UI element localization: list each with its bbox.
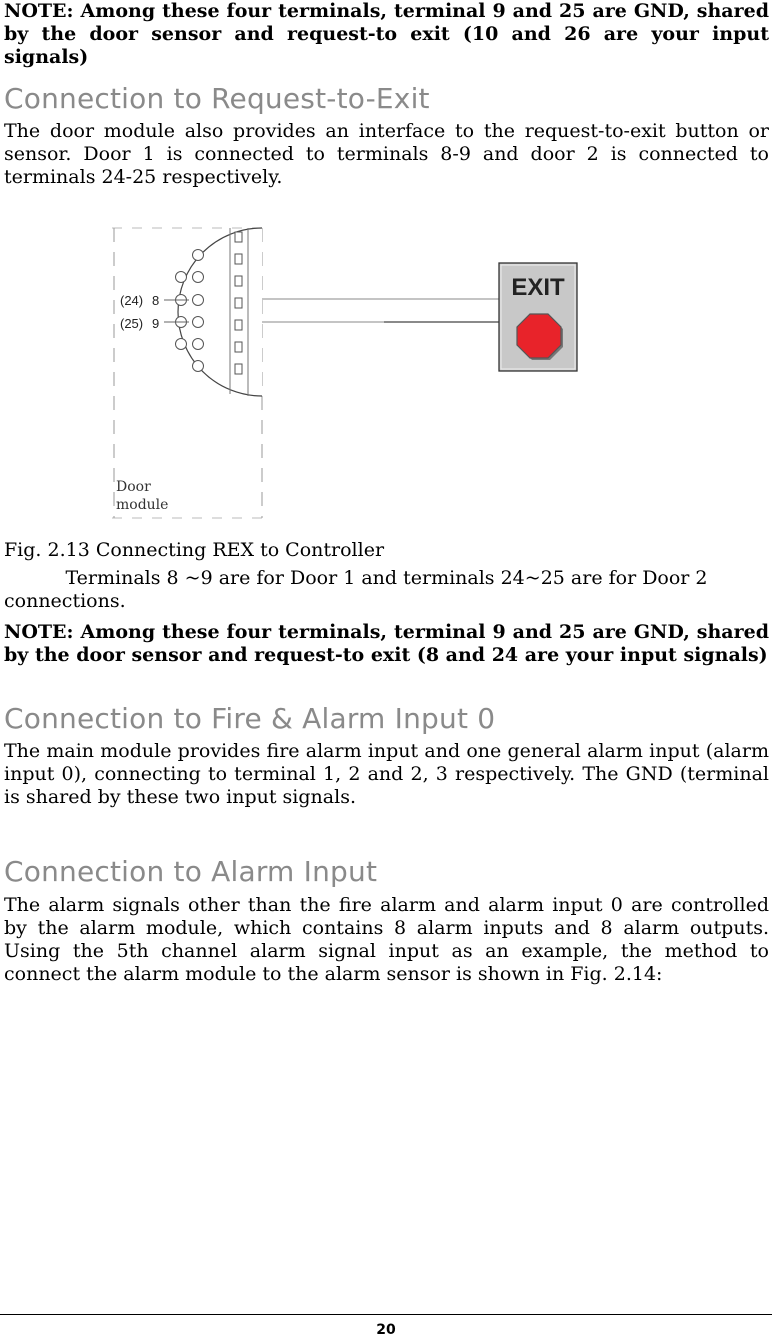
exit-button-octagon-icon: [517, 314, 561, 358]
exit-button-panel: [499, 263, 577, 371]
note-mid: NOTE: Among these four terminals, terminal 9 and 25 are GND, shared by the door sensor and request-to exit (8 and 24 are your input signals): [4, 621, 769, 666]
figure-caption: Fig. 2.13 Connecting REX to Controller: [4, 539, 385, 561]
figure-subcaption: Terminals 8 ~9 are for Door 1 and terminals 24~25 are for Door 2 connections.: [4, 567, 708, 612]
paragraph-fire-alarm-input: The main module provides fire alarm input and one general alarm input (alarm input 0), connecting to terminal 1, 2 and 2, 3 respectively. The GND (terminal is shared by these two input signals.: [4, 740, 769, 808]
paragraph-alarm-input: The alarm signals other than the fire alarm and alarm input 0 are controlled by the alarm module, which contains 8 alarm inputs and 8 alarm outputs. Using the 5th channel alarm signal input as an example, the method to connect the alarm module to the alarm sensor is shown in Fig. 2.14:: [4, 894, 769, 985]
door-module-label-line2: module: [116, 497, 169, 513]
terminal-num-9: 9: [152, 316, 160, 331]
wires: [262, 299, 500, 322]
figure-rex-connection: [4, 222, 769, 522]
page-number: 20: [376, 1322, 396, 1338]
rex-diagram: [4, 222, 769, 522]
heading-request-to-exit: Connection to Request-to-Exit: [4, 82, 430, 115]
heading-alarm-input: Connection to Alarm Input: [4, 855, 378, 888]
terminal-block: [176, 228, 263, 396]
door-module-label-line1: Door: [116, 479, 151, 495]
footer-rule: [0, 1314, 772, 1315]
heading-fire-alarm-input: Connection to Fire & Alarm Input 0: [4, 702, 496, 735]
terminal-alt-25: (25): [120, 316, 144, 331]
exit-label: EXIT: [511, 274, 565, 301]
terminal-num-8: 8: [152, 293, 160, 308]
paragraph-request-to-exit: The door module also provides an interface to the request-to-exit button or sensor. Door 1 is connected to terminals 8-9 and door 2 is connected to terminals 24-25 respectively.: [4, 120, 769, 188]
note-top: NOTE: Among these four terminals, terminal 9 and 25 are GND, shared by the door sensor and request-to exit (10 and 26 are your input signals): [4, 0, 769, 68]
terminal-alt-24: (24): [120, 293, 144, 308]
